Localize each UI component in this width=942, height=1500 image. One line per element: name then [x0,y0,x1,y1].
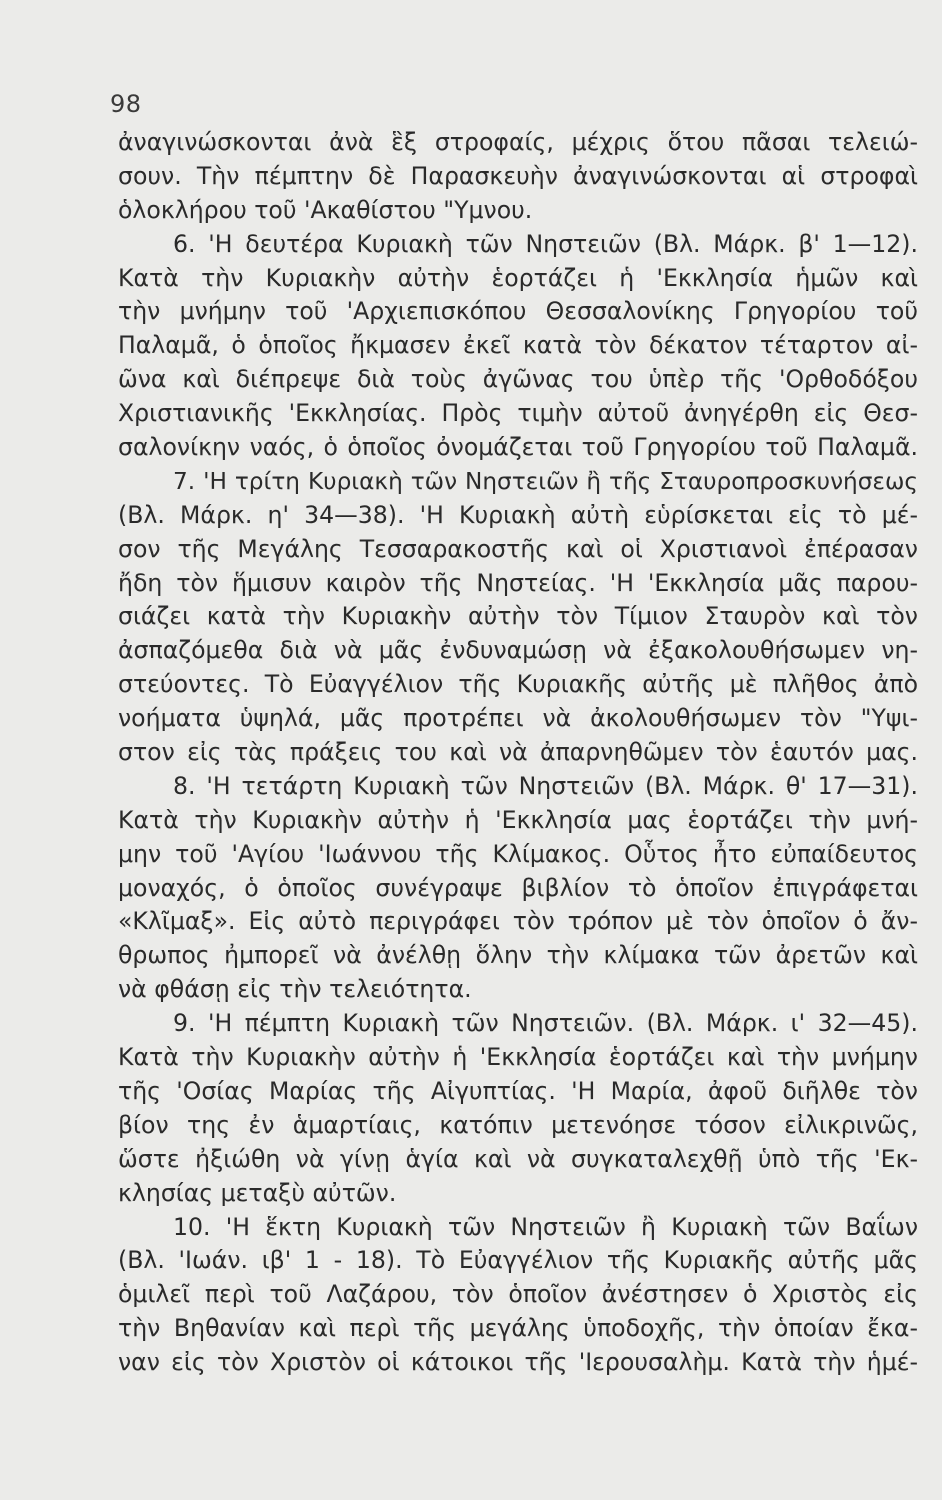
text-line: ὁλοκλήρου τοῦ 'Ακαθίστου "Υμνου. [118,195,533,224]
text-line: στον εἰς τὰς πράξεις του καὶ νὰ ἀπαρνηθῶμεν τὸν ἑαυτόν μας. [118,738,918,767]
text-line: σαλονίκην ναός, ὁ ὁποῖος ὀνομάζεται τοῦ Γρηγορίου τοῦ Παλαμᾶ. [118,433,918,462]
text-line: βίον της ἐν ἁμαρτίαις, κατόπιν μετενόησε τόσον εἰλικρινῶς, [118,1110,918,1139]
text-line: 9. 'Η πέμπτη Κυριακὴ τῶν Νηστειῶν. (Βλ. Μάρκ. ι' 32—45). [173,1009,918,1038]
text-line: στεύοντες. Τὸ Εὐαγγέλιον τῆς Κυριακῆς αὐτῆς μὲ πλῆθος ἀπὸ [118,670,918,699]
text-line: κλησίας μεταξὺ αὐτῶν. [118,1178,397,1207]
text-line: σιάζει κατὰ τὴν Κυριακὴν αὐτὴν τὸν Τίμιον Σταυρὸν καὶ τὸν [118,602,918,631]
text-line: Κατὰ τὴν Κυριακὴν αὐτὴν ἡ 'Εκκλησία μας ἑορτάζει τὴν μνή- [118,805,918,834]
text-line: ἀναγινώσκονται ἀνὰ ἓξ στροφαίς, μέχρις ὅτου πᾶσαι τελειώ- [118,128,918,156]
text-line: 10. 'Η ἕκτη Κυριακὴ τῶν Νηστειῶν ἢ Κυριακὴ τῶν Βαΐων [173,1212,918,1241]
text-line: 7. 'Η τρίτη Κυριακὴ τῶν Νηστειῶν ἢ τῆς Σταυροπροσκυνήσεως [173,467,918,495]
text-line: τὴν μνήμην τοῦ 'Αρχιεπισκόπου Θεσσαλονίκης Γρηγορίου τοῦ [118,297,918,326]
text-line: 8. 'Η τετάρτη Κυριακὴ τῶν Νηστειῶν (Βλ. Μάρκ. θ' 17—31). [173,771,918,800]
text-line: θρωπος ἠμπορεῖ νὰ ἀνέλθῃ ὅλην τὴν κλίμακα τῶν ἀρετῶν καὶ [118,941,918,970]
text-line: ἀσπαζόμεθα διὰ νὰ μᾶς ἐνδυναμώσῃ νὰ ἐξακολουθήσωμεν νη- [118,636,918,665]
text-line: 6. 'Η δευτέρα Κυριακὴ τῶν Νηστειῶν (Βλ. Μάρκ. β' 1—12). [173,229,918,258]
text-line: ὁμιλεῖ περὶ τοῦ Λαζάρου, τὸν ὁποῖον ἀνέστησεν ὁ Χριστὸς εἰς [118,1280,918,1309]
text-line: σον τῆς Μεγάλης Τεσσαρακοστῆς καὶ οἱ Χριστιανοὶ ἐπέρασαν [118,534,918,563]
text-line: ὥστε ἠξιώθη νὰ γίνῃ ἁγία καὶ νὰ συγκαταλεχθῇ ὑπὸ τῆς 'Εκ- [118,1144,918,1173]
text-line: νὰ φθάσῃ εἰς τὴν τελειότητα. [118,975,472,1004]
text-line: «Κλῖμαξ». Εἰς αὐτὸ περιγράφει τὸν τρόπον μὲ τὸν ὁποῖον ὁ ἄν- [118,907,918,936]
text-line: Κατὰ τὴν Κυριακὴν αὐτὴν ἑορτάζει ἡ 'Εκκλησία ἡμῶν καὶ [118,263,918,292]
text-line: τὴν Βηθανίαν καὶ περὶ τῆς μεγάλης ὑποδοχῆς, τὴν ὁποίαν ἔκα- [118,1314,918,1343]
text-line: μοναχός, ὁ ὁποῖος συνέγραψε βιβλίον τὸ ὁποῖον ἐπιγράφεται [118,873,918,902]
text-line: Παλαμᾶ, ὁ ὁποῖος ἤκμασεν ἐκεῖ κατὰ τὸν δέκατον τέταρτον αἰ- [118,331,918,360]
text-line: μην τοῦ 'Αγίου 'Ιωάννου τῆς Κλίμακος. Οὗτος ἦτο εὐπαίδευτος [118,839,918,868]
text-line: ναν εἰς τὸν Χριστὸν οἱ κάτοικοι τῆς 'Ιερουσαλὴμ. Κατὰ τὴν ἡμέ- [118,1348,918,1377]
text-line: νοήματα ὑψηλά, μᾶς προτρέπει νὰ ἀκολουθήσωμεν τὸν "Υψι- [118,704,918,733]
page-number: 98 [110,90,142,118]
text-line: ῶνα καὶ διέπρεψε διὰ τοὺς ἀγῶνας του ὑπὲρ τῆς 'Ορθοδόξου [118,365,918,394]
text-line: σουν. Τὴν πέμπτην δὲ Παρασκευὴν ἀναγινώσκονται αἱ στροφαὶ [118,161,918,190]
text-line: (Βλ. Μάρκ. η' 34—38). 'Η Κυριακὴ αὐτὴ εὑρίσκεται εἰς τὸ μέ- [118,500,918,529]
text-line: τῆς 'Οσίας Μαρίας τῆς Αἰγυπτίας. 'Η Μαρία, ἀφοῦ διῆλθε τὸν [118,1076,918,1105]
text-line: Κατὰ τὴν Κυριακὴν αὐτὴν ἡ 'Εκκλησία ἑορτάζει καὶ τὴν μνήμην [118,1043,918,1072]
text-line: Χριστιανικῆς 'Εκκλησίας. Πρὸς τιμὴν αὐτοῦ ἀνηγέρθη εἰς Θεσ- [118,399,918,428]
text-line: ἤδη τὸν ἥμισυν καιρὸν τῆς Νηστείας. 'Η 'Εκκλησία μᾶς παρου- [118,568,918,597]
body-text [118,126,918,1380]
text-line: (Βλ. 'Ιωάν. ιβ' 1 - 18). Τὸ Εὐαγγέλιον τῆς Κυριακῆς αὐτῆς μᾶς [118,1246,918,1275]
